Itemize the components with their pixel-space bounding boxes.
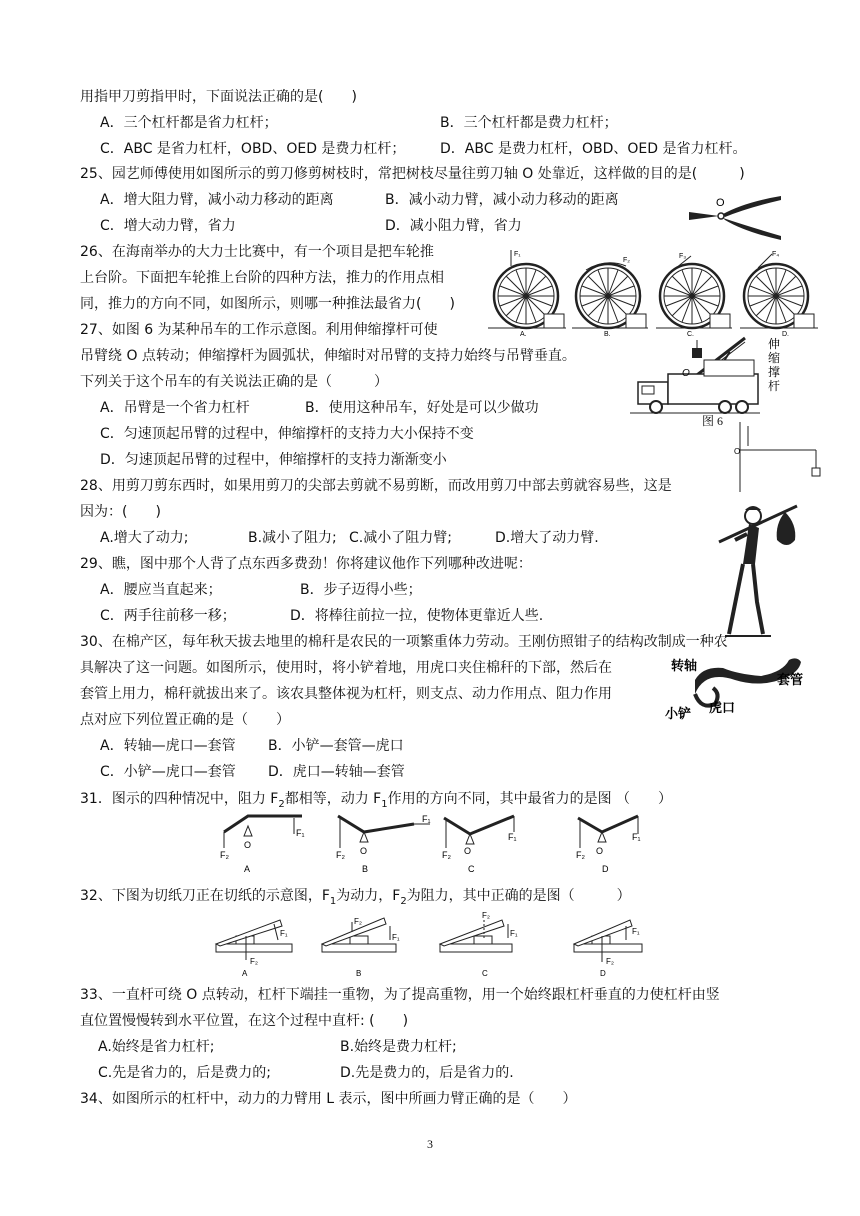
q31-fig-c (442, 816, 517, 874)
svg-text:缩: 缩 (768, 351, 781, 365)
q29-option-c: C．两手往前移一移； (100, 608, 236, 624)
crane-o-label: O (682, 368, 690, 379)
q30-line2: 具解决了这一问题。如图所示，使用时，将小铲着地，用虎口夹住棉秆的下部，然后在 (80, 660, 612, 676)
svg-text:C: C (482, 969, 488, 978)
q29-option-a: A．腰应当直起来； (100, 582, 222, 598)
svg-text:A: A (242, 969, 248, 978)
q30-option-c: C．小铲—虎口—套管 (100, 764, 236, 780)
lever-small-figure (732, 420, 822, 495)
q29-option-d: D．将棒往前拉一拉，使物体更靠近人些. (290, 608, 544, 624)
svg-text:F₂: F₂ (336, 850, 345, 860)
q28-option-a: A.增大了动力; (100, 530, 189, 546)
shears-o-label: O (716, 197, 725, 209)
q30-option-d: D．虎口—转轴—套管 (268, 764, 405, 780)
q26-line3: 同，推力的方向不同，如图所示，则哪一种推法最省力( ) (80, 296, 455, 312)
tool-label-shovel: 小铲 (665, 707, 692, 722)
svg-text:D: D (600, 969, 606, 978)
q24-option-a: A．三个杠杆都是省力杠杆； (100, 115, 278, 131)
wheel-d-force: F₄ (772, 251, 780, 258)
q30-option-a: A．转轴—虎口—套管 (100, 738, 236, 754)
q26-line2: 上台阶。下面把车轮推上台阶的四种方法，推力的作用点相 (80, 270, 444, 286)
svg-text:D: D (602, 864, 609, 874)
q24-option-d: D．ABC 是费力杠杆，OBD、OED 是省力杠杆。 (440, 141, 747, 157)
wheel-d-letter: D. (782, 331, 789, 338)
q30-option-b: B．小铲—套管—虎口 (268, 738, 404, 754)
q30-line4: 点对应下列位置正确的是（ ） (80, 712, 290, 728)
svg-text:A: A (244, 864, 251, 874)
crane-caption: 图 6 (702, 414, 724, 428)
q27-line3: 下列关于这个吊车的有关说法正确的是（ ） (80, 374, 388, 390)
q30-line1: 30、在棉产区，每年秋天拔去地里的棉秆是农民的一项繁重体力劳动。王刚仿照钳子的结构改制成一种农 (80, 634, 728, 650)
q26-line1: 26、在海南举办的大力士比赛中，有一个项目是把车轮推 (80, 244, 434, 260)
q28-option-b: B.减小了阻力; (248, 530, 337, 546)
wheel-c-force: F₃ (679, 253, 687, 260)
person-carrying-figure (715, 494, 805, 644)
q27-line2: 吊臂绕 O 点转动；伸缩撑杆为圆弧状，伸缩时对吊臂的支持力始终与吊臂垂直。 (80, 348, 576, 364)
q27-line1: 27、如图 6 为某种吊车的工作示意图。利用伸缩撑杆可使 (80, 322, 438, 338)
tool-label-sleeve: 套管 (777, 673, 804, 688)
svg-text:F₂: F₂ (576, 850, 585, 860)
svg-text:O: O (244, 840, 252, 850)
svg-text:F₁: F₁ (296, 828, 305, 838)
q31-fig-a (220, 816, 305, 874)
tool-label-jaw: 虎口 (709, 701, 736, 716)
wheel-c-letter: C. (687, 331, 694, 338)
q32-fig-b (322, 917, 400, 978)
svg-text:B: B (362, 864, 369, 874)
svg-text:F₁: F₁ (510, 929, 518, 938)
q27-option-a: A．吊臂是一个省力杠杆 (100, 400, 250, 416)
tool-label-axis: 转轴 (671, 659, 698, 674)
svg-text:B: B (356, 969, 362, 978)
svg-text:F₂: F₂ (250, 957, 258, 966)
svg-text:F₂: F₂ (354, 917, 362, 926)
q34-stem: 34、如图所示的杠杆中，动力的力臂用 L 表示，图中所画力臂正确的是（ ） (80, 1091, 577, 1107)
svg-text:O: O (596, 846, 604, 856)
shears-figure (685, 190, 785, 242)
svg-text:F₁: F₁ (280, 929, 288, 938)
q32-figure (212, 910, 662, 982)
q32-fig-a (216, 920, 292, 978)
wheel-a-letter: A. (520, 331, 527, 338)
q27-option-d: D．匀速顶起吊臂的过程中，伸缩撑杆的支持力渐渐变小 (100, 452, 447, 468)
q31-fig-d (576, 816, 641, 874)
q24-option-c: C．ABC 是省力杠杆，OBD、OED 是费力杠杆； (100, 141, 406, 157)
q32-fig-d (574, 920, 642, 978)
q27-option-b: B．使用这种吊车，好处是可以少做功 (305, 400, 539, 416)
svg-text:F₂: F₂ (606, 957, 614, 966)
q33-line2: 直位置慢慢转到水平位置，在这个过程中直杆: ( ) (80, 1013, 409, 1029)
svg-text:O: O (464, 846, 472, 856)
q29-option-b: B．步子迈得小些； (300, 582, 422, 598)
svg-text:杆: 杆 (768, 379, 781, 393)
wheel-a-force: F₁ (514, 251, 521, 258)
q25-option-a: A．增大阻力臂，减小动力移动的距离 (100, 192, 334, 208)
wheels-figure (486, 246, 820, 338)
q25-option-b: B．减小动力臂，减小动力移动的距离 (385, 192, 619, 208)
q33-option-b: B.始终是费力杠杆; (340, 1039, 457, 1055)
q33-option-a: A.始终是省力杠杆; (98, 1039, 215, 1055)
q32-fig-c (440, 911, 518, 978)
svg-text:F₁: F₁ (422, 814, 431, 824)
q31-figure (218, 812, 678, 878)
cotton-tool-figure (665, 654, 815, 724)
q25-option-d: D．减小阻力臂，省力 (385, 218, 522, 234)
svg-text:F₂: F₂ (442, 850, 451, 860)
svg-text:撑: 撑 (768, 365, 781, 379)
svg-text:F₁: F₁ (632, 832, 641, 842)
svg-text:F₁: F₁ (508, 832, 517, 842)
q28-line1: 28、用剪刀剪东西时，如果用剪刀的尖部去剪就不易剪断，而改用剪刀中部去剪就容易些，这是 (80, 478, 672, 494)
wheel-b-letter: B. (604, 331, 611, 338)
q30-line3: 套管上用力，棉秆就拔出来了。该农具整体视为杠杆，则支点、动力作用点、阻力作用 (80, 686, 612, 702)
q28-option-c: C.减小了阻力臂; (349, 530, 452, 546)
q28-option-d: D.增大了动力臂. (495, 530, 599, 546)
q29-stem: 29、瞧，图中那个人背了点东西多费劲！你将建议他作下列哪种改进呢： (80, 556, 532, 572)
q31-stem: 31．图示的四种情况中，阻力 $F_2$都相等，动力 $F_1$作用的方向不同，其中最省力的是图 （ ） (80, 791, 673, 810)
q25-stem: 25、园艺师傅使用如图所示的剪刀修剪树枝时，常把树枝尽量往剪刀轴 O 处靠近，这样做的目的是( ) (80, 166, 745, 182)
svg-text:F₂: F₂ (220, 850, 229, 860)
crane-side-label-1: 伸 (768, 337, 781, 351)
q33-line1: 33、一直杆可绕 O 点转动，杠杆下端挂一重物，为了提高重物，用一个始终跟杠杆垂直的力使杠杆由竖 (80, 987, 720, 1003)
q24-option-b: B．三个杠杆都是费力杠杆； (440, 115, 618, 131)
q32-stem: 32、下图为切纸刀正在切纸的示意图，$F_1$为动力，$F_2$为阻力，其中正确的是图（ ） (80, 888, 631, 907)
svg-text:F₁: F₁ (392, 933, 400, 942)
q27-option-c: C．匀速顶起吊臂的过程中，伸缩撑杆的支持力大小保持不变 (100, 426, 474, 442)
svg-text:F₂: F₂ (482, 911, 490, 920)
q33-option-d: D.先是费力的，后是省力的. (340, 1065, 514, 1081)
svg-text:O: O (734, 447, 741, 456)
q25-option-c: C．增大动力臂，省力 (100, 218, 236, 234)
q31-fig-b (336, 814, 431, 874)
page-number: 3 (427, 1137, 433, 1151)
q28-line2: 因为：( ) (80, 504, 161, 520)
q33-option-c: C.先是省力的，后是费力的; (98, 1065, 271, 1081)
wheel-b-force: F₂ (623, 257, 630, 264)
svg-text:F₁: F₁ (632, 927, 640, 936)
svg-text:O: O (360, 846, 368, 856)
crane-figure (630, 330, 795, 430)
svg-text:C: C (468, 864, 475, 874)
q24-stem: 用指甲刀剪指甲时，下面说法正确的是( ) (80, 89, 357, 105)
